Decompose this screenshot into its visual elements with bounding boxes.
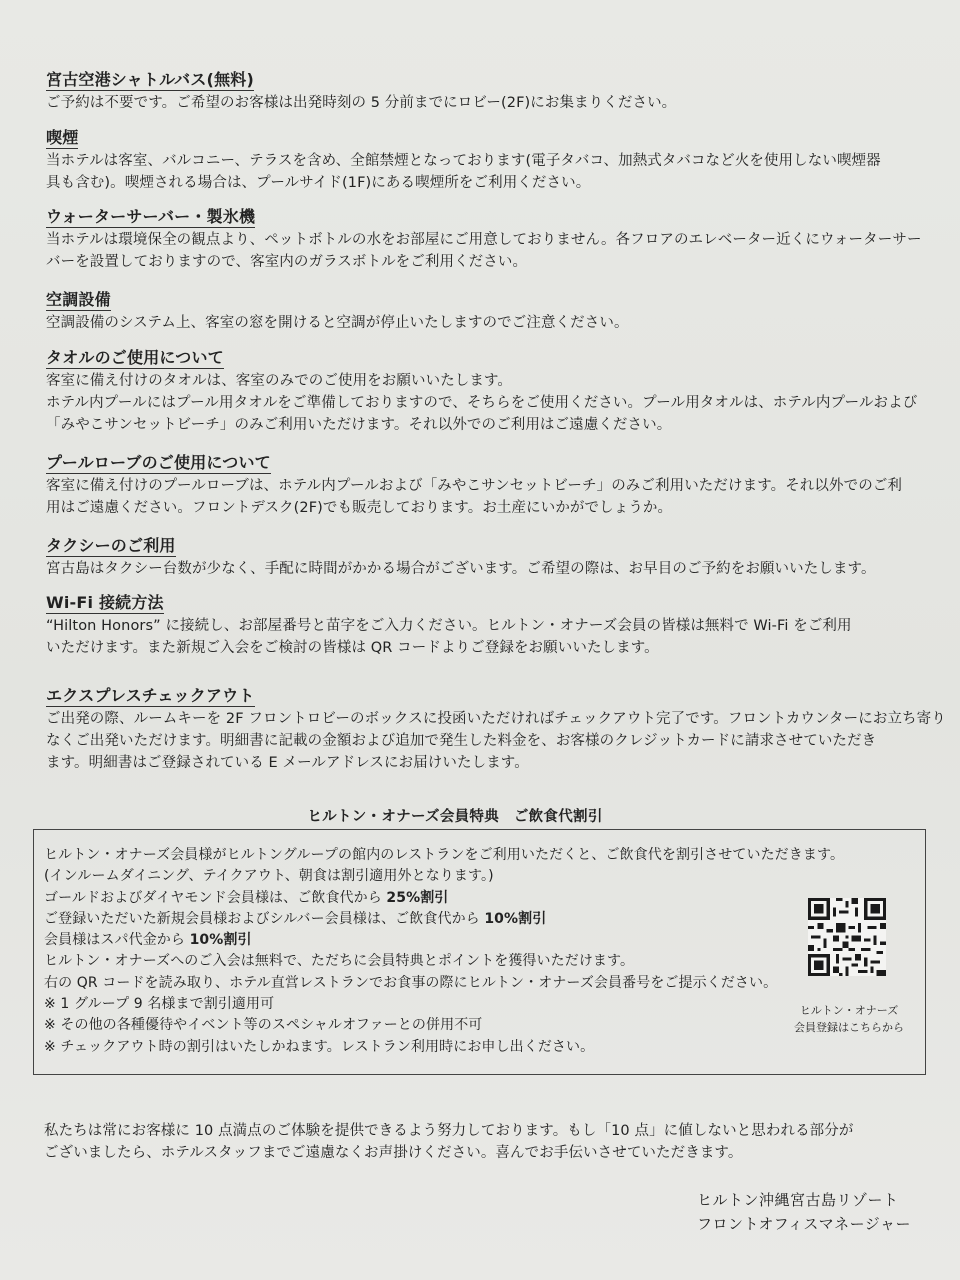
closing-message: [44, 1120, 853, 1164]
section-smoking: [46, 127, 926, 194]
benefit-line: (インルームダイニング、テイクアウト、朝食は割引適用外となります。): [44, 868, 494, 885]
section-text: ます。明細書はご登録されている E メールアドレスにお届けいたします。: [46, 755, 529, 771]
qr-caption: ヒルトン・オナーズ 会員登録はこちらから: [794, 1004, 904, 1034]
benefit-line: ご登録いただいた新規会員様およびシルバー会員様は、ご飲食代から 10%割引: [44, 910, 547, 927]
benefits-lines: [44, 845, 844, 1058]
benefit-line: ※ その他の各種優待やイベント等のスペシャルオファーとの併用不可: [44, 1017, 483, 1034]
section-text: 空調設備のシステム上、客室の窓を開けると空調が停止いたしますのでご注意ください。: [46, 315, 629, 331]
section-title: タオルのご使用について: [46, 348, 224, 367]
benefit-line: ゴールドおよびダイヤモンド会員様は、ご飲食代から 25%割引: [44, 889, 449, 906]
section-title: 宮古空港シャトルバス(無料): [46, 70, 254, 89]
section-water-server: [46, 206, 926, 273]
section-text: 「みやこサンセットビーチ」のみご利用いただけます。それ以外でのご利用はご遠慮ください。: [46, 417, 672, 433]
discount-rate: 10%割引: [189, 932, 252, 949]
signature-role: フロントオフィスマネージャー: [697, 1215, 912, 1233]
section-express-checkout: [46, 685, 946, 774]
benefit-line: 右の QR コードを読み取り、ホテル直営レストランでお食事の際にヒルトン・オナーズ会員番号をご提示ください。: [44, 974, 778, 991]
section-title: Wi-Fi 接続方法: [46, 593, 164, 612]
section-text: “Hilton Honors” に接続し、お部屋番号と苗字をご入力ください。ヒルトン・オナーズ会員の皆様は無料で Wi-Fi をご利用: [46, 618, 852, 634]
section-text: 当ホテルは客室、バルコニー、テラスを含め、全館禁煙となっております(電子タバコ、加熱式タバコなど火を使用しない喫煙器: [46, 153, 881, 169]
benefits-title: ヒルトン・オナーズ会員特典 ご飲食代割引: [307, 809, 603, 825]
qr-code-icon[interactable]: [807, 898, 887, 976]
section-title: プールローブのご使用について: [46, 453, 271, 472]
benefit-line: 会員様はスパ代金から 10%割引: [44, 932, 252, 949]
signature-hotel: ヒルトン沖縄宮古島リゾート: [697, 1191, 899, 1209]
section-pool-robe: [46, 452, 926, 519]
benefit-line: ※ チェックアウト時の割引はいたしかねます。レストラン利用時にお申し出ください。: [44, 1038, 595, 1055]
section-text: なくご出発いただけます。明細書に記載の金額および追加で発生した料金を、お客様のクレジットカードに請求させていただき: [46, 733, 877, 749]
section-taxi: [46, 535, 926, 580]
discount-rate: 10%割引: [484, 910, 547, 927]
section-title: エクスプレスチェックアウト: [46, 686, 255, 705]
benefit-line: ヒルトン・オナーズへのご入会は無料で、ただちに会員特典とポイントを獲得いただけます。: [44, 953, 635, 970]
closing-line: 私たちは常にお客様に 10 点満点のご体験を提供できるよう努力しております。もし「10 点」に値しないと思われる部分が: [44, 1123, 854, 1139]
closing-line: ございましたら、ホテルスタッフまでご遠慮なくお声掛けください。喜んでお手伝いさせていただきます。: [44, 1145, 743, 1161]
section-text: ご出発の際、ルームキーを 2F フロントロビーのボックスに投函いただければチェックアウト完了です。フロントカウンターにお立ち寄り: [46, 711, 946, 727]
section-towels: [46, 347, 926, 436]
section-title: 喫煙: [46, 128, 79, 147]
section-text: 当ホテルは環境保全の観点より、ペットボトルの水をお部屋にご用意しておりません。各フロアのエレベーター近くにウォーターサー: [46, 232, 922, 248]
benefits-box: [33, 829, 926, 1075]
section-text: 宮古島はタクシー台数が少なく、手配に時間がかかる場合がございます。ご希望の際は、お早目のご予約をお願いいたします。: [46, 561, 876, 577]
section-title: 空調設備: [46, 290, 111, 309]
section-title: ウォーターサーバー・製氷機: [46, 207, 256, 226]
section-text: 具も含む)。喫煙される場合は、プールサイド(1F)にある喫煙所をご利用ください。: [46, 175, 591, 191]
section-text: いただけます。また新規ご入会をご検討の皆様は QR コードよりご登録をお願いいたします。: [46, 640, 659, 656]
benefit-line: ヒルトン・オナーズ会員様がヒルトングループの館内のレストランをご利用いただくと、ご飲食代を割引させていただきます。: [44, 847, 845, 863]
section-text: 客室に備え付けのタオルは、客室のみでのご使用をお願いいたします。: [46, 373, 513, 389]
section-text: ホテル内プールにはプール用タオルをご準備しておりますので、そちらをご使用ください。プール用タオルは、ホテル内プールおよび: [46, 395, 918, 411]
discount-rate: 25%割引: [386, 889, 449, 906]
section-title: タクシーのご利用: [46, 536, 176, 555]
section-text: 客室に備え付けのプールローブは、ホテル内プールおよび「みやこサンセットビーチ」のみご利用いただけます。それ以外でのご利: [46, 478, 903, 494]
section-airport-shuttle: [46, 69, 926, 114]
section-air-conditioning: [46, 289, 926, 334]
section-text: バーを設置しておりますので、客室内のガラスボトルをご利用ください。: [46, 254, 528, 270]
signature: [697, 1188, 911, 1236]
section-text: 用はご遠慮ください。フロントデスク(2F)でも販売しております。お土産にいかがでしょうか。: [46, 500, 673, 516]
section-text: ご予約は不要です。ご希望のお客様は出発時刻の 5 分前までにロビー(2F)にお集まりください。: [46, 95, 677, 111]
section-wifi: [46, 592, 926, 659]
benefit-line: ※ 1 グループ 9 名様まで割引適用可: [44, 996, 275, 1013]
